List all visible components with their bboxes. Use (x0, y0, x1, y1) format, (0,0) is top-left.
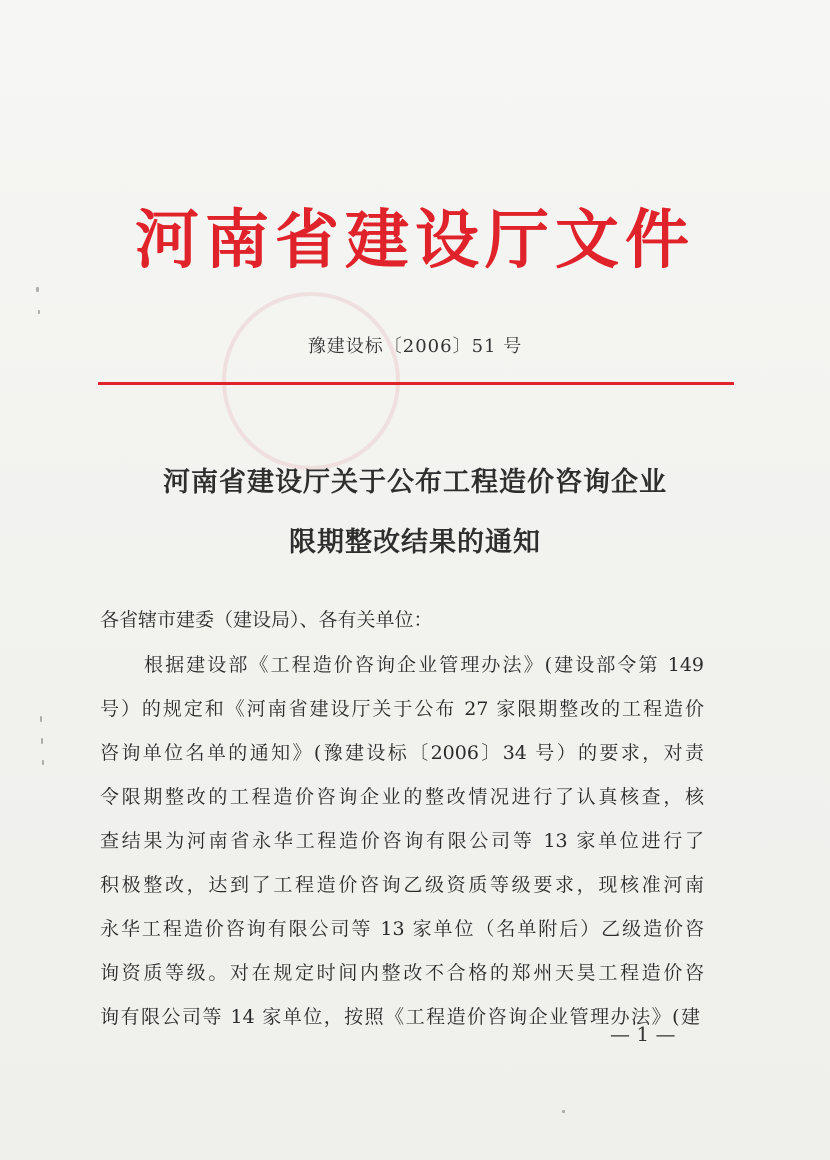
red-divider-line (98, 382, 734, 385)
body-line: 根据建设部《工程造价咨询企业管理办法》(建设部令第 149 (144, 654, 704, 676)
document-title-line-1: 河南省建设厅关于公布工程造价咨询企业 (163, 467, 667, 498)
body-line: 查结果为河南省永华工程造价咨询有限公司等 13 家单位进行了 (100, 830, 704, 852)
document-number: 豫建设标〔2006〕51 号 (307, 336, 523, 357)
scan-speck (38, 310, 40, 314)
scan-speck (36, 287, 39, 292)
body-line: 询有限公司等 14 家单位，按照《工程造价咨询企业管理办法》(建 (100, 1006, 700, 1028)
salutation: 各省辖市建委（建设局）、各有关单位： (100, 609, 433, 631)
body-line: 咨询单位名单的通知》(豫建设标〔2006〕34 号）的要求，对责 (100, 742, 704, 764)
body-line: 永华工程造价咨询有限公司等 13 家单位（名单附后）乙级造价咨 (100, 918, 704, 940)
scan-speck (41, 738, 43, 744)
body-line: 积极整改，达到了工程造价咨询乙级资质等级要求，现核准河南 (100, 874, 704, 896)
body-line: 令限期整改的工程造价咨询企业的整改情况进行了认真核查，核 (100, 786, 704, 808)
scan-speck (40, 716, 42, 722)
document-masthead: 河南省建设厅文件 (135, 203, 695, 278)
body-line: 询资质等级。对在规定时间内整改不合格的郑州天昊工程造价咨 (100, 962, 704, 984)
scan-speck (562, 1110, 565, 1113)
document-title-line-2: 限期整改结果的通知 (289, 527, 541, 558)
scan-speck (42, 760, 44, 765)
body-line: 号）的规定和《河南省建设厅关于公布 27 家限期整改的工程造价 (100, 698, 704, 720)
show-through-stamp (222, 292, 400, 470)
page-number: — 1 — (610, 1022, 676, 1046)
